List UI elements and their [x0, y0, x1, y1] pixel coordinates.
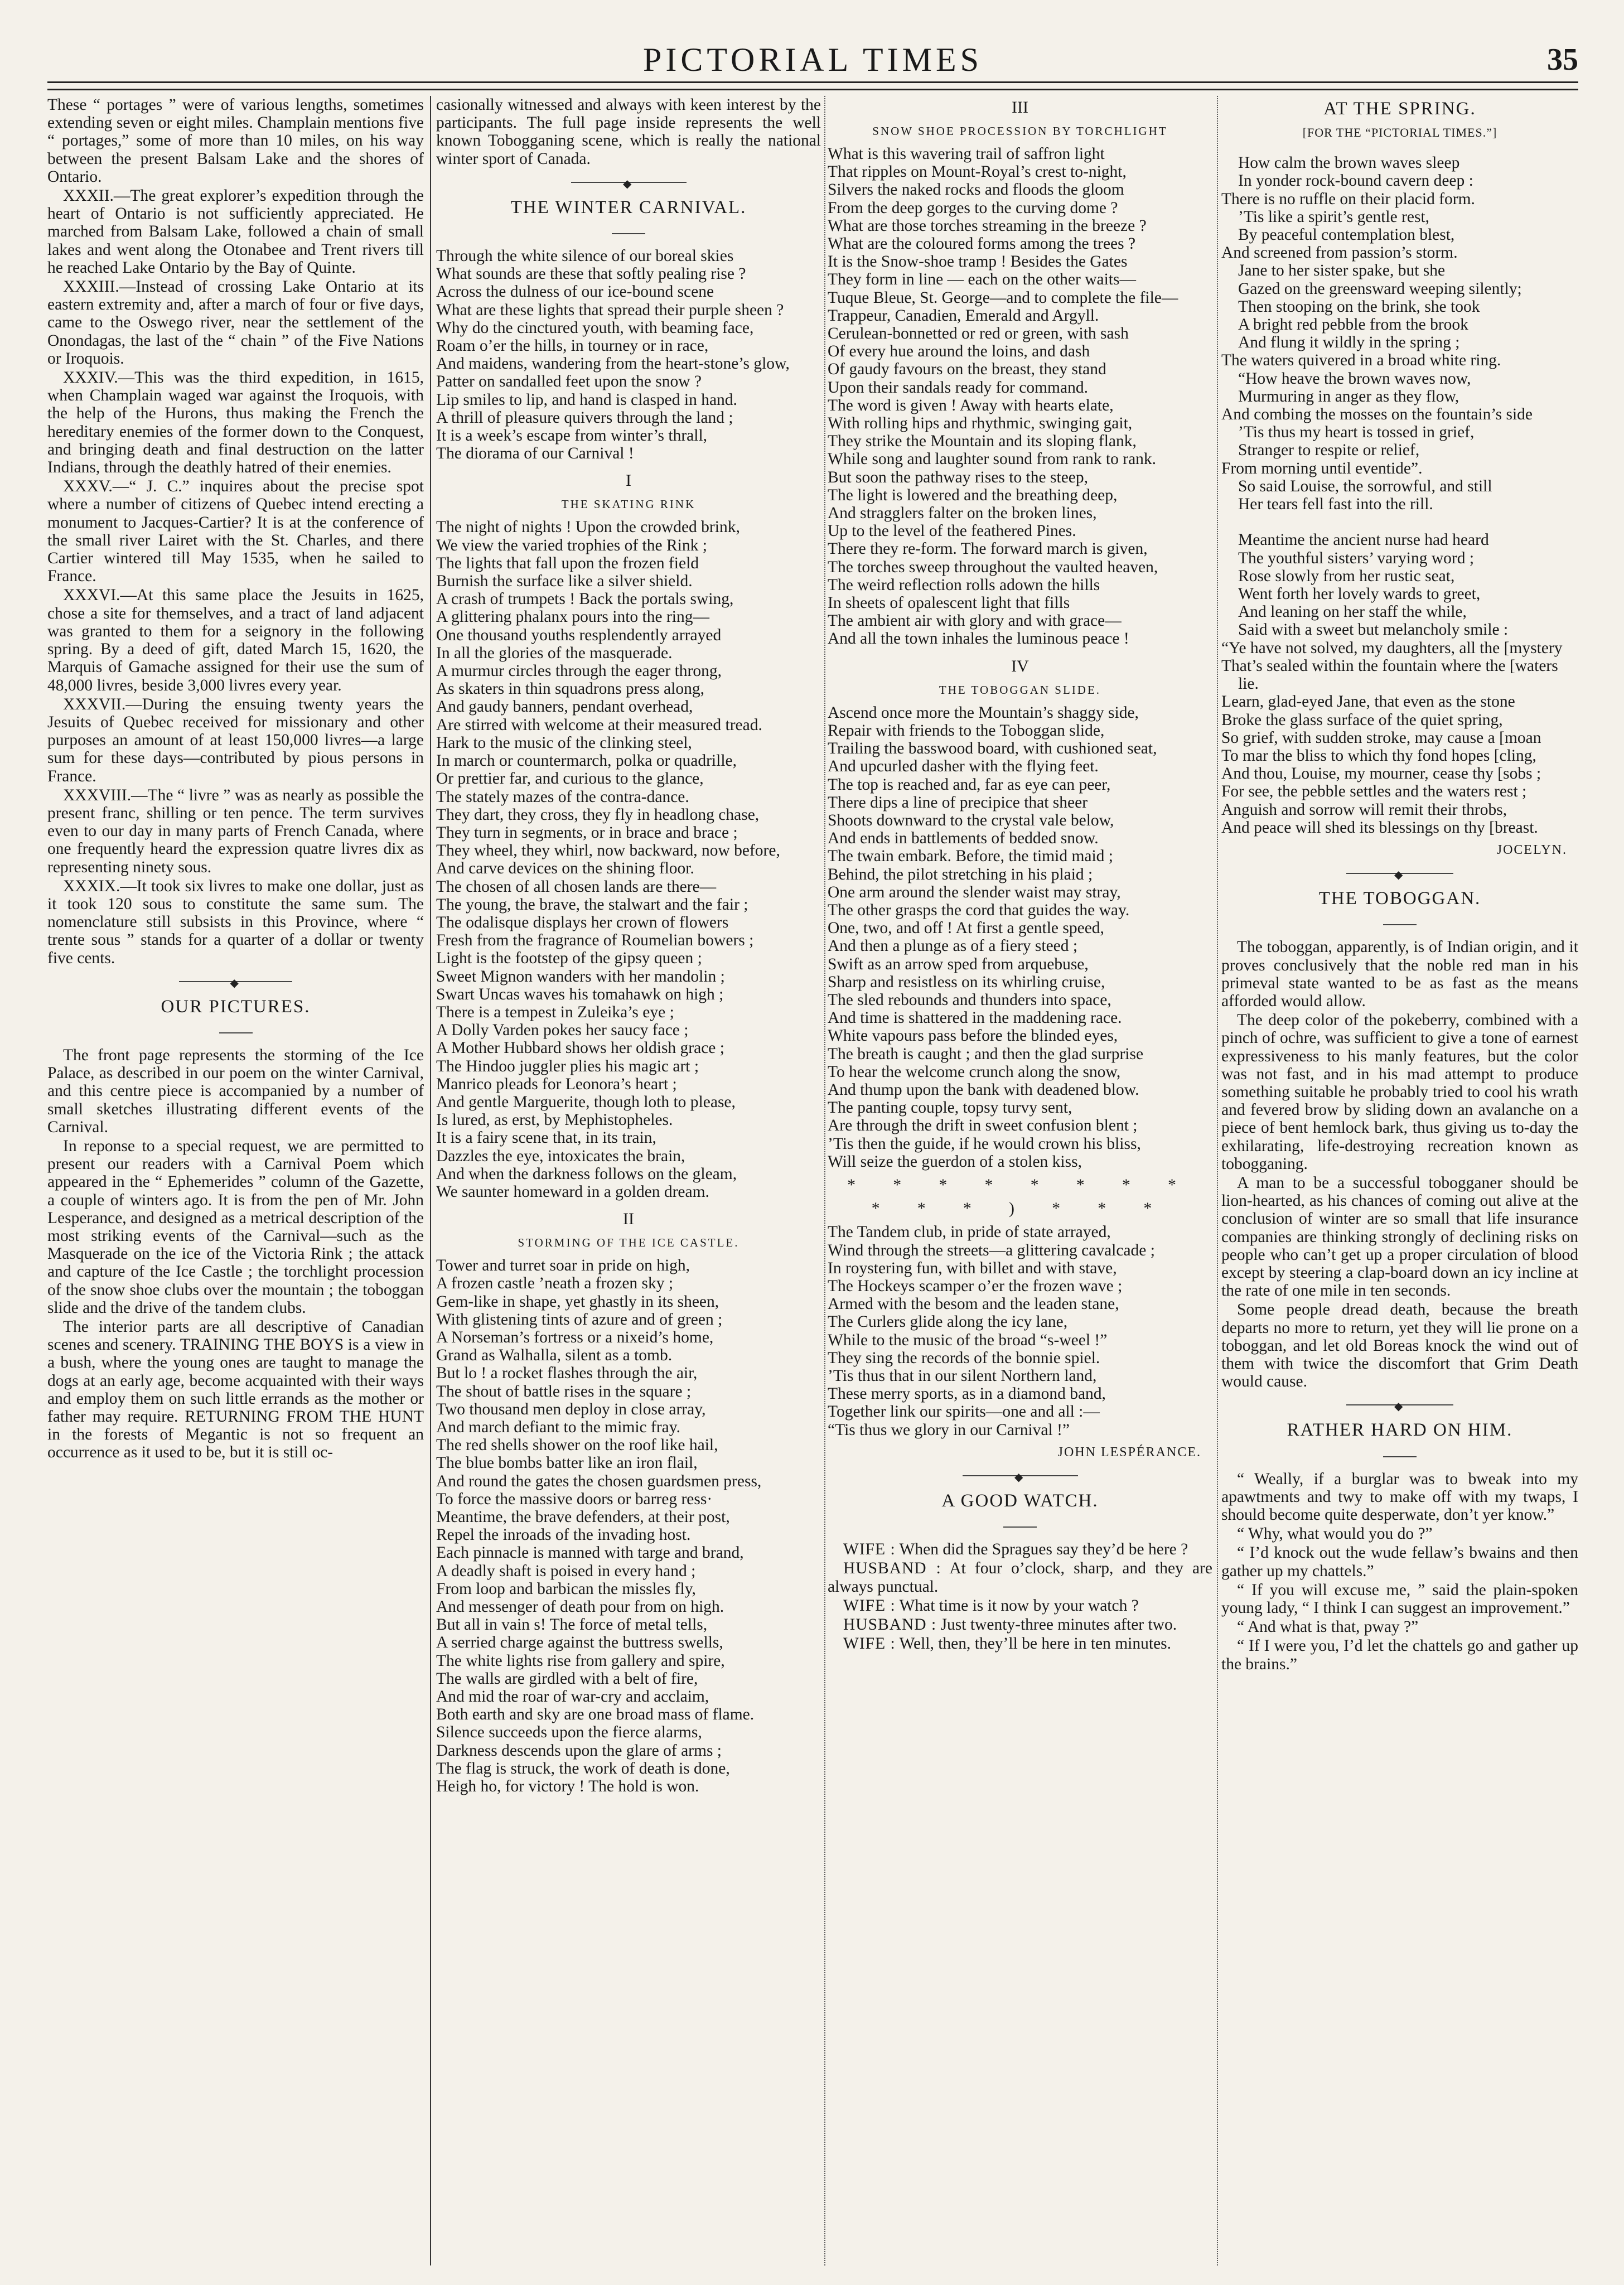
poem-line: The light is lowered and the breathing deep,: [828, 486, 1118, 504]
poem-line: And then a plunge as of a fiery steed ;: [828, 937, 1078, 955]
poem-line: That’s sealed within the fountain where the [waters lie.: [1221, 656, 1558, 693]
attribution-line: [FOR THE “PICTORIAL TIMES.”]: [1302, 125, 1497, 139]
part-heading-ice-castle: STORMING OF THE ICE CASTLE.: [518, 1236, 740, 1250]
poem-line: Roam o’er the hills, in tourney or in race,: [436, 337, 709, 355]
poem-line: White vapours pass before the blinded eyes,: [828, 1027, 1118, 1045]
poem-line: The shout of battle rises in the square ;: [436, 1382, 692, 1400]
poem-line: A bright red pebble from the brook: [1238, 316, 1468, 334]
poem-line: Gem-like in shape, yet ghastly in its sheen,: [436, 1292, 719, 1311]
poem-line: Of every hue around the loins, and dash: [828, 342, 1090, 361]
article-paragraph: The toboggan, apparently, is of Indian origin, and it proves conclusively that the noble red man in his primeval state wanted to be as fast as the means afforded would allow.: [1221, 938, 1578, 1010]
note-paragraph: XXXVI.—At this same place the Jesuits in 1625, chose a site for themselves, and a tract of land adjacent was granted to them for a seignory in the following spring. By a deed of gift, dated March 15, 1620, the Marquis of Gamache assigned for their use the sum of 48,000 livres, beside 3,000 livres every year.: [47, 586, 424, 694]
poem-line: Her tears fell fast into the rill.: [1238, 495, 1433, 514]
poem-line: They strike the Mountain and its sloping flank,: [828, 432, 1137, 451]
poem-line: We saunter homeward in a golden dream.: [436, 1182, 709, 1201]
at-the-spring-heading: AT THE SPRING.: [1323, 99, 1476, 119]
poem-line: The sled rebounds and thunders into space,: [828, 991, 1111, 1009]
poem-line: Wind through the streets—a glittering cavalcade ;: [828, 1241, 1155, 1259]
poem-line: From morning until eventide”.: [1221, 459, 1423, 477]
poem-line: And when the darkness follows on the gleam,: [436, 1165, 737, 1183]
poem-line: Silence succeeds upon the fierce alarms,: [436, 1723, 702, 1742]
dialogue-line: “ If you will excuse me, ” said the plain-spoken young lady, “ I think I can suggest an improvement.”: [1221, 1581, 1578, 1617]
poem-line: The Tandem club, in pride of state arrayed,: [828, 1223, 1111, 1241]
poem-line: In yonder rock-bound cavern deep :: [1238, 172, 1473, 190]
poem-line: Hark to the music of the clinking steel,: [436, 733, 692, 752]
poem-line: Sweet Mignon wanders with her mandolin ;: [436, 967, 725, 986]
short-rule: [436, 224, 821, 241]
speaker-label: HUSBAND :: [843, 1559, 941, 1578]
note-paragraph: These “ portages ” were of various lengths, sometimes extending seven or eight miles. Champlain mentions five “ portages,” some of more than 10 miles, on his way between the present Balsam Lake and the shores of Ontario.: [47, 96, 424, 186]
poem-line: Trappeur, Canadien, Emerald and Argyll.: [828, 306, 1099, 325]
poem-line: The breath is caught ; and then the glad surprise: [828, 1045, 1144, 1063]
poem-line: The weird reflection rolls adown the hills: [828, 576, 1100, 594]
poem-line: And time is shattered in the maddening race.: [828, 1009, 1122, 1027]
note-paragraph: XXXV.—“ J. C.” inquires about the precise spot where a number of citizens of Quebec intend erecting a monument to Jacques-Cartier? It is at the conference of the small river Lairet with the St. Charles, and there Cartier wintered till May 1535, when he sailed to France.: [47, 477, 424, 586]
poem-line: A crash of trumpets ! Back the portals swing,: [436, 590, 734, 608]
dialogue-line: [828, 1635, 1212, 1653]
poem-line: With glistening tints of azure and of green ;: [436, 1310, 723, 1329]
poem-line: And ends in battlements of bedded snow.: [828, 829, 1099, 848]
poem-line: But lo ! a rocket flashes through the air,: [436, 1364, 698, 1383]
poem-line: For see, the pebble settles and the waters rest ;: [1221, 782, 1527, 801]
dialogue-text: When did the Spragues say they’d be here ?: [895, 1540, 1188, 1559]
part-heading-skating-rink: THE SKATING RINK: [561, 497, 696, 511]
poem-line: Lip smiles to lip, and hand is clasped in hand.: [436, 390, 737, 409]
poem-line: There is a tempest in Zuleika’s eye ;: [436, 1003, 674, 1021]
poem-line: The stately mazes of the contra-dance.: [436, 788, 689, 806]
poem-line: And round the gates the chosen guardsmen press,: [436, 1472, 762, 1490]
part-numeral: IV: [1011, 656, 1029, 675]
poem-line: The Curlers glide along the icy lane,: [828, 1313, 1068, 1331]
part-numeral: III: [1012, 98, 1028, 117]
dialogue-text: Just twenty-three minutes after two.: [936, 1616, 1177, 1634]
poem-line: And peace will shed its blessings on thy [breast.: [1221, 818, 1538, 837]
poem-line: And combing the mosses on the fountain’s side: [1221, 405, 1533, 424]
poem-line: The lights that fall upon the frozen field: [436, 554, 699, 572]
poem-line: The night of nights ! Upon the crowded brink,: [436, 518, 740, 537]
short-rule: [828, 1517, 1212, 1535]
poem-line: And thou, Louise, my mourner, cease thy [sobs ;: [1221, 765, 1541, 783]
newspaper-title: PICTORIAL TIMES: [643, 41, 983, 78]
section-divider: [1221, 1400, 1578, 1409]
poem-intro: [436, 247, 821, 462]
section-divider: [828, 1471, 1212, 1480]
poem-line: Are stirred with welcome at their measured tread.: [436, 716, 762, 734]
poem-line: ’Tis thus that in our silent Northern land,: [828, 1367, 1097, 1385]
dialogue-text: What time is it now by your watch ?: [895, 1596, 1139, 1615]
poem-line: Light is the footstep of the gipsy queen ;: [436, 949, 702, 968]
poem-line: And leaning on her staff the while,: [1238, 603, 1467, 621]
dialogue-line: [828, 1597, 1212, 1615]
poem-line: Trailing the basswood board, with cushioned seat,: [828, 740, 1157, 758]
poem-line: Armed with the besom and the leaden stane,: [828, 1295, 1119, 1313]
poem-line: ’Tis like a spirit’s gentle rest,: [1238, 207, 1430, 226]
article-paragraph: The deep color of the pokeberry, combined with a pinch of ochre, was sufficient to give a tone of earnest expressiveness to his manly features, but the color was not fast, and in his mad attempt to produce something suitable he probably tried to cool his wrath and fevered brow by sliding down an avalanche on a piece of bent hemlock bark, thus giving us to-day the exhilarating, life-destroying recreation known as tobogganing.: [1221, 1011, 1578, 1173]
good-watch-dialogue: [828, 1540, 1212, 1653]
poem-line: And mid the roar of war-cry and acclaim,: [436, 1688, 709, 1706]
poem-line: Murmuring in anger as they flow,: [1238, 387, 1459, 405]
poem-line: They sing the records of the bonnie spiel.: [828, 1349, 1100, 1367]
poem-line: A serried charge against the buttress swells,: [436, 1634, 723, 1652]
poem-line: What sounds are these that softly pealing rise ?: [436, 265, 746, 283]
poem-line: And gentle Marguerite, though loth to please,: [436, 1093, 736, 1111]
article-paragraph: A man to be a successful tobogganer should be lion-hearted, as his chances of coming out alive at the conclusion of winter are so small that life insurance companies are thinking strongly of declining risks on people who can’t get up a proper circulation of blood except by steering a clap-board down an icy incline at the rate of one mile in ten seconds.: [1221, 1173, 1578, 1300]
poem-line: The youthful sisters’ varying word ;: [1238, 549, 1475, 567]
dialogue-line: “ If I were you, I’d let the chattels go and gather up the brains.”: [1221, 1637, 1578, 1673]
winter-carnival-heading: THE WINTER CARNIVAL.: [510, 197, 747, 218]
our-pictures-body: [47, 1046, 424, 1462]
poem-line: And gaudy banners, pendant overhead,: [436, 698, 693, 716]
poem-line: A Norseman’s fortress or a nixeid’s home,: [436, 1328, 714, 1346]
poem-line: Upon their sandals ready for command.: [828, 378, 1088, 397]
poem-line: The top is reached and, far as eye can peer,: [828, 775, 1111, 794]
column-3: [828, 96, 1212, 2265]
note-paragraph: XXXVII.—During the ensuing twenty years the Jesuits of Quebec received for missionary and other purposes an amount of at least 150,000 livres—a large sum for these days—contributed by pious persons in France.: [47, 695, 424, 785]
poem-line: It is the Snow-shoe tramp ! Besides the Gates: [828, 253, 1128, 271]
note-paragraph: XXXIII.—Instead of crossing Lake Ontario at its eastern extremity and, after a march of four or five days, came to the Oswego river, near the settlement of the Onondagas, the last of the “ chain ” of the Five Nations or Iroquois.: [47, 278, 424, 368]
poem-line: Two thousand men deploy in close array,: [436, 1400, 706, 1418]
poem-line: The blue bombs batter like an iron flail,: [436, 1454, 698, 1472]
poem-line: Meantime, the brave defenders, at their post,: [436, 1508, 730, 1526]
poem-line: The waters quivered in a broad white ring.: [1221, 351, 1501, 370]
column-4: [1221, 96, 1578, 2265]
poem-line: Shoots downward to the crystal vale below,: [828, 811, 1114, 829]
poem-line: Swift as an arrow sped from arquebuse,: [828, 955, 1089, 973]
poem-line: Or prettier far, and curious to the glance,: [436, 770, 704, 788]
poem-author: JOHN LESPÉRANCE.: [1057, 1445, 1201, 1460]
poem-line: While song and laughter sound from rank to rank.: [828, 450, 1157, 468]
poem-line: Each pinnacle is manned with targe and brand,: [436, 1544, 744, 1562]
poem-line: The panting couple, topsy turvy sent,: [828, 1099, 1072, 1117]
section-divider: [47, 977, 424, 986]
poem-line: Are through the drift in sweet confusion blent ;: [828, 1117, 1138, 1135]
poem-line: Of gaudy favours on the breast, they stand: [828, 360, 1106, 379]
poem-line: Learn, glad-eyed Jane, that even as the stone: [1221, 693, 1515, 711]
poem-line: There they re-form. The forward march is given,: [828, 540, 1148, 558]
dialogue-line: [828, 1616, 1212, 1634]
poem-line: And screened from passion’s storm.: [1221, 244, 1458, 262]
our-pictures-heading: OUR PICTURES.: [161, 996, 311, 1017]
poem-line: To mar the bliss to which thy fond hopes [cling,: [1221, 746, 1536, 765]
poem-at-the-spring: [1221, 154, 1578, 837]
poem-line: And maidens, wandering from the heart-stone’s glow,: [436, 355, 790, 373]
dialogue-text: At four o’clock, sharp, and they are always punctual.: [828, 1559, 1212, 1596]
short-rule: [1221, 915, 1578, 933]
good-watch-heading: A GOOD WATCH.: [941, 1491, 1099, 1511]
poem-line: Darkness descends upon the glare of arms ;: [436, 1741, 722, 1760]
note-paragraph: XXXVIII.—The “ livre ” was as nearly as possible the present franc, shilling or ten pence. The term survives even to our day in many parts of French Canada, where one frequently heard the expression quatre livres dix as representing ninety sous.: [47, 786, 424, 876]
poem-line: Manrico pleads for Leonora’s heart ;: [436, 1075, 677, 1093]
poem-line: Broke the glass surface of the quiet spring,: [1221, 711, 1503, 729]
poem-line: From the deep gorges to the curving dome ?: [828, 199, 1118, 217]
poem-line: How calm the brown waves sleep: [1238, 154, 1460, 172]
poem-line: As skaters in thin squadrons press along,: [436, 680, 704, 698]
asterism: * * * * * * * *: [847, 1176, 1193, 1194]
poem-line: The chosen of all chosen lands are there—: [436, 877, 717, 896]
poem-line: Went forth her lovely wards to greet,: [1238, 585, 1481, 603]
speaker-label: WIFE :: [843, 1596, 896, 1615]
article-paragraph: The front page represents the storming of the Ice Palace, as described in our poem on the winter Carnival, and this centre piece is accompanied by a number of small sketches illustrating different events of the Carnival.: [47, 1046, 424, 1136]
poem-line: The white lights rise from gallery and spire,: [436, 1651, 725, 1670]
poem-line: Jane to her sister spake, but she: [1238, 262, 1446, 280]
continued-paragraph: casionally witnessed and always with keen interest by the participants. The full page inside represents the well known Tobogganing scene, which is really the national winter sport of Canada.: [436, 96, 821, 168]
poem-line: ’Tis then the guide, if he would crown his bliss,: [828, 1134, 1141, 1153]
dialogue-text: Well, then, they’ll be here in ten minutes.: [895, 1635, 1172, 1653]
poem-line: The ambient air with glory and with grace—: [828, 612, 1122, 630]
poem-line: The young, the brave, the stalwart and the fair ;: [436, 895, 748, 914]
poem-line: To force the massive doors or barreg ress·: [436, 1490, 713, 1508]
poem-line: A Dolly Varden pokes her saucy face ;: [436, 1021, 689, 1040]
poem-line: The Hindoo juggler plies his magic art ;: [436, 1057, 699, 1075]
dialogue-line: [828, 1559, 1212, 1595]
poem-line: A frozen castle ’neath a frozen sky ;: [436, 1274, 674, 1293]
poem-line: Swart Uncas waves his tomahawk on high ;: [436, 985, 724, 1003]
part-numeral: I: [626, 471, 631, 490]
poem-line: They turn in segments, or in brace and brace ;: [436, 823, 738, 842]
poem-line: One, two, and off ! At first a gentle speed,: [828, 919, 1104, 938]
poem-line: Stranger to respite or relief,: [1238, 441, 1420, 460]
page-number: 35: [1547, 42, 1578, 77]
poem-line: In sheets of opalescent light that fills: [828, 594, 1070, 612]
poem-line: “How heave the brown waves now,: [1238, 369, 1471, 388]
poem-line: And flung it wildly in the spring ;: [1238, 334, 1460, 352]
poem-line: Sharp and resistless on its whirling cruise,: [828, 973, 1105, 991]
note-paragraph: XXXIX.—It took six livres to make one dollar, just as it took 120 sous to constitute the same sum. The nomenclature still subsists in this Province, where “ trente sous ” stands for a quarter of a dollar or twenty five cents.: [47, 877, 424, 967]
note-paragraph: XXXII.—The great explorer’s expedition through the heart of Ontario is not sufficiently appreciated. He marched from Balsam Lake, followed a chain of small lakes and went along the Otonabee and Trent rivers till he reached Lake Ontario by the Bay of Quinte.: [47, 187, 424, 277]
toboggan-article: [1221, 938, 1578, 1390]
masthead: [47, 40, 1578, 79]
poem-line: Tower and turret soar in pride on high,: [436, 1257, 690, 1275]
poem-line: Is lured, as erst, by Mephistopheles.: [436, 1111, 673, 1129]
poem-line: The flag is struck, the work of death is done,: [436, 1759, 730, 1777]
poem-line: Said with a sweet but melancholy smile :: [1238, 621, 1509, 639]
poem-line: To hear the welcome crunch along the snow,: [828, 1062, 1121, 1081]
poem-line: Meantime the ancient nurse had heard: [1238, 531, 1489, 549]
poem-line: In roystering fun, with billet and with stave,: [828, 1259, 1117, 1277]
poem-line: And all the town inhales the luminous peace !: [828, 630, 1129, 648]
poem-line: They form in line — each on the other waits—: [828, 270, 1136, 289]
column-rule: [824, 96, 825, 2265]
poem-closing: [828, 1223, 1212, 1438]
poem-line: Silvers the naked rocks and floods the gloom: [828, 181, 1124, 199]
poem-line: In all the glories of the masquerade.: [436, 644, 673, 662]
poem-line: Why do the cinctured youth, with beaming face,: [436, 318, 754, 337]
poem-skating-rink: [436, 518, 821, 1201]
poem-line: It is a week’s escape from winter’s thrall,: [436, 427, 708, 445]
article-paragraph: The interior parts are all descriptive of Canadian scenes and scenery. TRAINING THE BOYS is a view in a bush, where the young ones are taught to manage the dogs at an early age, become acquainted with their ways and employ them on such little errands as the mother or father may require. RETURNING FROM THE HUNT in the forests of Megantic is not so frequent an occurrence as it used to be, but it is still oc-: [47, 1318, 424, 1462]
poem-line: Ascend once more the Mountain’s shaggy side,: [828, 703, 1139, 722]
poem-line: These merry sports, as in a diamond band,: [828, 1385, 1106, 1403]
short-rule: [1221, 1446, 1578, 1464]
article-paragraph: In reponse to a special request, we are permitted to present our readers with a Carnival Poem which appeared in the “ Ephemerides ” column of the Gazette, a couple of winters ago. It is from the pen of Mr. John Lesperance, and designed as a metrical description of the most striking events of the Carnival—such as the Masquerade on the ice of the Victoria Rink ; the attack and capture of the Ice Castle ; the torchlight procession of the snow shoe clubs over the mountain ; the toboggan slide and the drive of the tandem clubs.: [47, 1137, 424, 1317]
poem-line: They wheel, they whirl, now backward, now before,: [436, 842, 780, 860]
poem-line: Cerulean-bonnetted or red or green, with sash: [828, 325, 1129, 343]
poem-line: Tuque Bleue, St. George—and to complete the file—: [828, 288, 1178, 307]
poem-line: Both earth and sky are one broad mass of flame.: [436, 1706, 755, 1724]
poem-line: Then stooping on the brink, she took: [1238, 297, 1480, 316]
dialogue-line: “ I’d knock out the wude fellaw’s bwains and then gather up my chattels.”: [1221, 1544, 1578, 1580]
poem-line: The red shells shower on the roof like hail,: [436, 1436, 718, 1455]
poem-line: The other grasps the cord that guides the way.: [828, 901, 1130, 919]
poem-line: ’Tis thus my heart is tossed in grief,: [1238, 423, 1475, 442]
poem-snow-shoe: [828, 145, 1212, 648]
rather-hard-article: [1221, 1470, 1578, 1673]
poem-line: The twain embark. Before, the timid maid ;: [828, 847, 1114, 866]
poem-line: And upcurled dasher with the flying feet.: [828, 757, 1099, 776]
poem-toboggan-slide: [828, 704, 1212, 1171]
poem-line: And thump upon the bank with deadened blow.: [828, 1080, 1139, 1099]
rather-hard-heading: RATHER HARD ON HIM.: [1287, 1420, 1513, 1441]
dialogue-line: “ And what is that, pway ?”: [1237, 1618, 1419, 1636]
speaker-label: HUSBAND :: [843, 1616, 937, 1634]
masthead-rule: [47, 81, 1578, 90]
toboggan-heading: THE TOBOGGAN.: [1318, 888, 1481, 909]
historical-notes: [47, 96, 424, 967]
poem-line: Gazed on the greensward weeping silently;: [1238, 279, 1522, 298]
poem-line: “Ye have not solved, my daughters, all the [mystery: [1221, 639, 1563, 657]
poem-line: Across the dulness of our ice-bound scene: [436, 283, 714, 301]
poem-line: The odalisque displays her crown of flowers: [436, 913, 729, 931]
poem-line: From loop and barbican the missles fly,: [436, 1579, 696, 1598]
poem-line: “Tis thus we glory in our Carnival !”: [828, 1421, 1070, 1439]
poem-line: And messenger of death pour from on high.: [436, 1598, 724, 1616]
poem-line: Repel the inroads of the invading host.: [436, 1526, 691, 1544]
poem-line: By peaceful contemplation blest,: [1238, 226, 1455, 244]
poem-line: Will seize the guerdon of a stolen kiss,: [828, 1152, 1082, 1171]
poem-line: Burnish the surface like a silver shield.: [436, 572, 693, 591]
part-heading-toboggan-slide: THE TOBOGGAN SLIDE.: [939, 683, 1101, 697]
poem-line: A glittering phalanx pours into the ring—: [436, 608, 709, 626]
poem-line: With rolling hips and rhythmic, swinging gait,: [828, 414, 1133, 433]
poem-line: In march or countermarch, polka or quadrille,: [436, 752, 737, 770]
poem-line: The torches sweep throughout the vaulted heaven,: [828, 558, 1158, 576]
poem-line: Dazzles the eye, intoxicates the brain,: [436, 1147, 685, 1165]
poem-line: Rose slowly from her rustic seat,: [1238, 567, 1455, 585]
poem-line: Through the white silence of our boreal skies: [436, 247, 734, 265]
poem-line: A murmur circles through the eager throng,: [436, 662, 722, 680]
poem-line: While to the music of the broad “s-weel !”: [828, 1331, 1108, 1349]
poem-line: There dips a line of precipice that sheer: [828, 793, 1088, 811]
poem-line: Repair with friends to the Toboggan slide,: [828, 721, 1105, 740]
column-2: [436, 96, 821, 2265]
part-heading-snow-shoe: SNOW SHOE PROCESSION BY TORCHLIGHT: [872, 124, 1168, 138]
poem-line: What are the coloured forms among the trees ?: [828, 235, 1136, 253]
poem-line: A Mother Hubbard shows her oldish grace ;: [436, 1039, 724, 1057]
poem-line: And carve devices on the shining floor.: [436, 859, 694, 878]
section-divider: [436, 178, 821, 187]
poem-author: JOCELYN.: [1496, 842, 1567, 857]
section-divider: [1221, 869, 1578, 878]
poem-line: They dart, they cross, they fly in headlong chase,: [436, 805, 760, 824]
poem-line: But soon the pathway rises to the steep,: [828, 468, 1089, 486]
note-paragraph: XXXIV.—This was the third expedition, in 1615, when Champlain waged war against the Iroquois, with the help of the Hurons, thus making the French the hereditary enemies of the former down to the Conquest, and bringing death and final destruction on the latter Indians, through the deathly hatred of their enemies.: [47, 369, 424, 477]
poem-line: Patter on sandalled feet upon the snow ?: [436, 373, 702, 391]
poem-line: And march defiant to the mimic fray.: [436, 1418, 680, 1436]
poem-line: We view the varied trophies of the Rink ;: [436, 536, 707, 554]
poem-line: A thrill of pleasure quivers through the land ;: [436, 408, 733, 427]
poem-line: It is a fairy scene that, in its train,: [436, 1129, 656, 1147]
poem-line: Together link our spirits—one and all :—: [828, 1403, 1100, 1421]
poem-line: [1221, 513, 1578, 531]
dialogue-line: “ Weally, if a burglar was to bweak into my apawtments and twy to make off with my twaps, I should become quite desperwate, don’t yer know.”: [1221, 1470, 1578, 1524]
poem-line: Grand as Walhalla, silent as a tomb.: [436, 1346, 673, 1365]
short-rule: [47, 1023, 424, 1041]
poem-line: What is this wavering trail of saffron light: [828, 145, 1105, 163]
poem-line: So grief, with sudden stroke, may cause a [moan: [1221, 728, 1541, 747]
poem-line: The walls are girdled with a belt of fire,: [436, 1669, 698, 1688]
poem-line: And stragglers falter on the broken lines,: [828, 504, 1097, 523]
article-paragraph: Some people dread death, because the breath departs no more to return, yet they will lie prone on a toboggan, and let old Boreas knock the wind out of them with twice the discomfort that Grim Death would cause.: [1221, 1301, 1578, 1391]
dialogue-line: “ Why, what would you do ?”: [1237, 1525, 1433, 1543]
poem-line: The Hockeys scamper o’er the frozen wave ;: [828, 1277, 1123, 1295]
poem-line: The word is given ! Away with hearts elate,: [828, 396, 1114, 414]
column-1: [47, 96, 424, 2265]
poem-line: Behind, the pilot stretching in his plaid ;: [828, 865, 1093, 883]
poem-line: What are those torches streaming in the breeze ?: [828, 216, 1147, 235]
poem-line: What are these lights that spread their purple sheen ?: [436, 301, 784, 319]
poem-line: Up to the level of the feathered Pines.: [828, 522, 1076, 540]
poem-line: The diorama of our Carnival !: [436, 445, 634, 463]
poem-line: One arm around the slender waist may stray,: [828, 883, 1121, 901]
speaker-label: WIFE :: [843, 1635, 896, 1653]
column-rule: [430, 96, 431, 2265]
poem-line: There is no ruffle on their placid form.: [1221, 190, 1475, 208]
dialogue-line: [828, 1540, 1212, 1558]
poem-line: But all in vain s! The force of metal tells,: [436, 1616, 708, 1634]
speaker-label: WIFE :: [843, 1540, 896, 1559]
column-rule: [1217, 96, 1218, 2265]
poem-ice-castle: [436, 1257, 821, 1795]
poem-line: Fresh from the fragrance of Roumelian bowers ;: [436, 931, 754, 950]
asterism: * * * ) * * *: [871, 1200, 1169, 1218]
poem-line: A deadly shaft is poised in every hand ;: [436, 1562, 696, 1580]
poem-line: Heigh ho, for victory ! The hold is won.: [436, 1777, 699, 1796]
poem-line: That ripples on Mount-Royal’s crest to-night,: [828, 163, 1127, 181]
part-numeral: II: [623, 1210, 634, 1229]
poem-line: So said Louise, the sorrowful, and still: [1238, 477, 1492, 495]
poem-line: One thousand youths resplendently arrayed: [436, 626, 722, 644]
poem-line: Anguish and sorrow will remit their throbs,: [1221, 800, 1507, 819]
